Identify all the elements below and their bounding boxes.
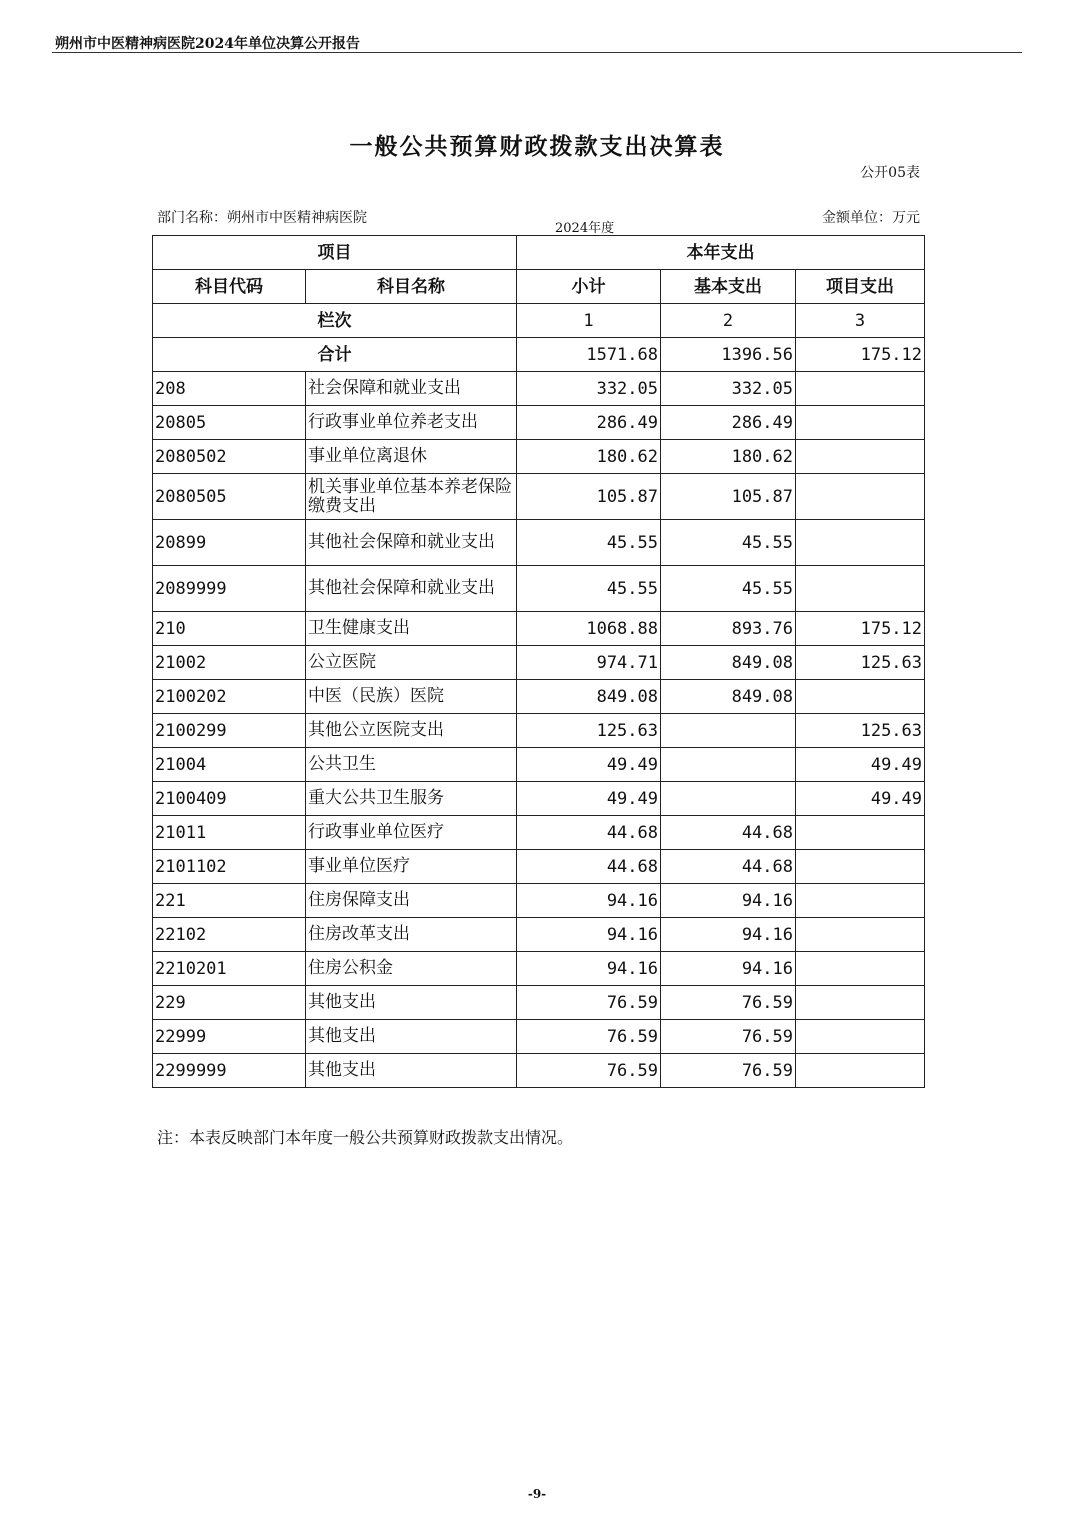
subject-code: 20899 [153,520,306,566]
header-basic-spend: 基本支出 [661,270,796,304]
subject-code: 2101102 [153,850,306,884]
subject-code: 2210201 [153,952,306,986]
table-row [153,646,925,680]
table-row [153,680,925,714]
subject-name: 行政事业单位医疗 [306,816,517,850]
subtotal-value: 105.87 [517,474,661,520]
basic-value: 286.49 [661,406,796,440]
basic-value: 94.16 [661,952,796,986]
basic-value: 45.55 [661,566,796,612]
expenditure-table [152,235,925,1088]
project-value [796,850,925,884]
subject-code: 22102 [153,918,306,952]
subject-code: 221 [153,884,306,918]
subtotal-value: 76.59 [517,1054,661,1088]
subject-code: 22999 [153,1020,306,1054]
subject-code: 21011 [153,816,306,850]
table-note: 注：本表反映部门本年度一般公共预算财政拨款支出情况。 [157,1128,574,1147]
project-value [796,474,925,520]
subtotal-value: 180.62 [517,440,661,474]
sequence-3: 3 [796,304,925,338]
project-value [796,566,925,612]
project-value: 125.63 [796,714,925,748]
basic-value: 893.76 [661,612,796,646]
basic-value: 44.68 [661,850,796,884]
total-basic: 1396.56 [661,338,796,372]
basic-value: 76.59 [661,986,796,1020]
subtotal-value: 125.63 [517,714,661,748]
subject-name: 重大公共卫生服务 [306,782,517,816]
table-row [153,714,925,748]
page-title: 一般公共预算财政拨款支出决算表 [349,134,725,160]
subject-name: 事业单位离退休 [306,440,517,474]
table-row [153,440,925,474]
amount-unit: 金额单位：万元 [822,210,920,226]
subject-name: 其他社会保障和就业支出 [306,520,517,566]
basic-value: 849.08 [661,646,796,680]
subtotal-value: 94.16 [517,918,661,952]
basic-value: 44.68 [661,816,796,850]
table-row [153,372,925,406]
project-value [796,986,925,1020]
subject-code: 2100299 [153,714,306,748]
basic-value: 180.62 [661,440,796,474]
total-label: 合计 [153,338,517,372]
report-header: 朔州市中医精神病医院2024年单位决算公开报告 [55,36,360,52]
sequence-1: 1 [517,304,661,338]
project-value [796,1054,925,1088]
subtotal-value: 76.59 [517,1020,661,1054]
subject-name: 其他公立医院支出 [306,714,517,748]
basic-value: 849.08 [661,680,796,714]
subject-name: 公立医院 [306,646,517,680]
table-row [153,986,925,1020]
header-spend-group: 本年支出 [517,236,925,270]
subject-name: 行政事业单位养老支出 [306,406,517,440]
table-row [153,748,925,782]
basic-value: 94.16 [661,884,796,918]
form-number: 公开05表 [860,165,920,181]
project-value [796,372,925,406]
table-row [153,520,925,566]
project-value [796,406,925,440]
department-name: 部门名称：朔州市中医精神病医院 [157,210,367,226]
subtotal-value: 76.59 [517,986,661,1020]
subject-name: 住房改革支出 [306,918,517,952]
basic-value: 76.59 [661,1020,796,1054]
subject-name: 其他支出 [306,1054,517,1088]
subject-name: 机关事业单位基本养老保险缴费支出 [306,474,517,520]
subtotal-value: 1068.88 [517,612,661,646]
table-row [153,612,925,646]
basic-value [661,748,796,782]
table-row [153,816,925,850]
subject-code: 208 [153,372,306,406]
table-row [153,474,925,520]
subtotal-value: 49.49 [517,748,661,782]
table-row [153,1054,925,1088]
project-value: 125.63 [796,646,925,680]
table-row [153,884,925,918]
subject-name: 住房公积金 [306,952,517,986]
subtotal-value: 44.68 [517,816,661,850]
project-value [796,440,925,474]
subtotal-value: 849.08 [517,680,661,714]
basic-value: 45.55 [661,520,796,566]
subject-code: 20805 [153,406,306,440]
subject-code: 2299999 [153,1054,306,1088]
subject-code: 210 [153,612,306,646]
fiscal-year: 2024年度 [555,221,615,236]
table-row [153,406,925,440]
project-value [796,884,925,918]
basic-value: 94.16 [661,918,796,952]
project-value: 175.12 [796,612,925,646]
sequence-label: 栏次 [153,304,517,338]
page-number: -9- [527,1487,547,1501]
total-project: 175.12 [796,338,925,372]
basic-value [661,782,796,816]
header-subject-name: 科目名称 [306,270,517,304]
subject-code: 2089999 [153,566,306,612]
subtotal-value: 974.71 [517,646,661,680]
subtotal-value: 94.16 [517,952,661,986]
subtotal-value: 45.55 [517,520,661,566]
header-project-group: 项目 [153,236,517,270]
project-value: 49.49 [796,748,925,782]
subject-code: 2100202 [153,680,306,714]
subject-name: 住房保障支出 [306,884,517,918]
subtotal-value: 94.16 [517,884,661,918]
subject-code: 229 [153,986,306,1020]
header-subtotal: 小计 [517,270,661,304]
subtotal-value: 45.55 [517,566,661,612]
subject-name: 其他社会保障和就业支出 [306,566,517,612]
header-project-spend: 项目支出 [796,270,925,304]
table-row [153,1020,925,1054]
project-value [796,680,925,714]
header-subject-code: 科目代码 [153,270,306,304]
basic-value: 332.05 [661,372,796,406]
subtotal-value: 49.49 [517,782,661,816]
subject-name: 公共卫生 [306,748,517,782]
subject-code: 21004 [153,748,306,782]
subject-name: 事业单位医疗 [306,850,517,884]
table-row [153,566,925,612]
subject-code: 21002 [153,646,306,680]
table-row [153,918,925,952]
subtotal-value: 332.05 [517,372,661,406]
subtotal-value: 286.49 [517,406,661,440]
project-value [796,918,925,952]
subtotal-value: 44.68 [517,850,661,884]
subject-name: 其他支出 [306,986,517,1020]
basic-value: 76.59 [661,1054,796,1088]
project-value [796,952,925,986]
basic-value: 105.87 [661,474,796,520]
table-row [153,952,925,986]
subject-name: 其他支出 [306,1020,517,1054]
sequence-2: 2 [661,304,796,338]
project-value [796,520,925,566]
total-subtotal: 1571.68 [517,338,661,372]
subject-name: 社会保障和就业支出 [306,372,517,406]
subject-code: 2100409 [153,782,306,816]
subject-name: 中医（民族）医院 [306,680,517,714]
project-value: 49.49 [796,782,925,816]
subject-code: 2080502 [153,440,306,474]
basic-value [661,714,796,748]
table-row [153,850,925,884]
header-divider [52,52,1022,53]
subject-code: 2080505 [153,474,306,520]
table-row [153,782,925,816]
subject-name: 卫生健康支出 [306,612,517,646]
project-value [796,1020,925,1054]
project-value [796,816,925,850]
